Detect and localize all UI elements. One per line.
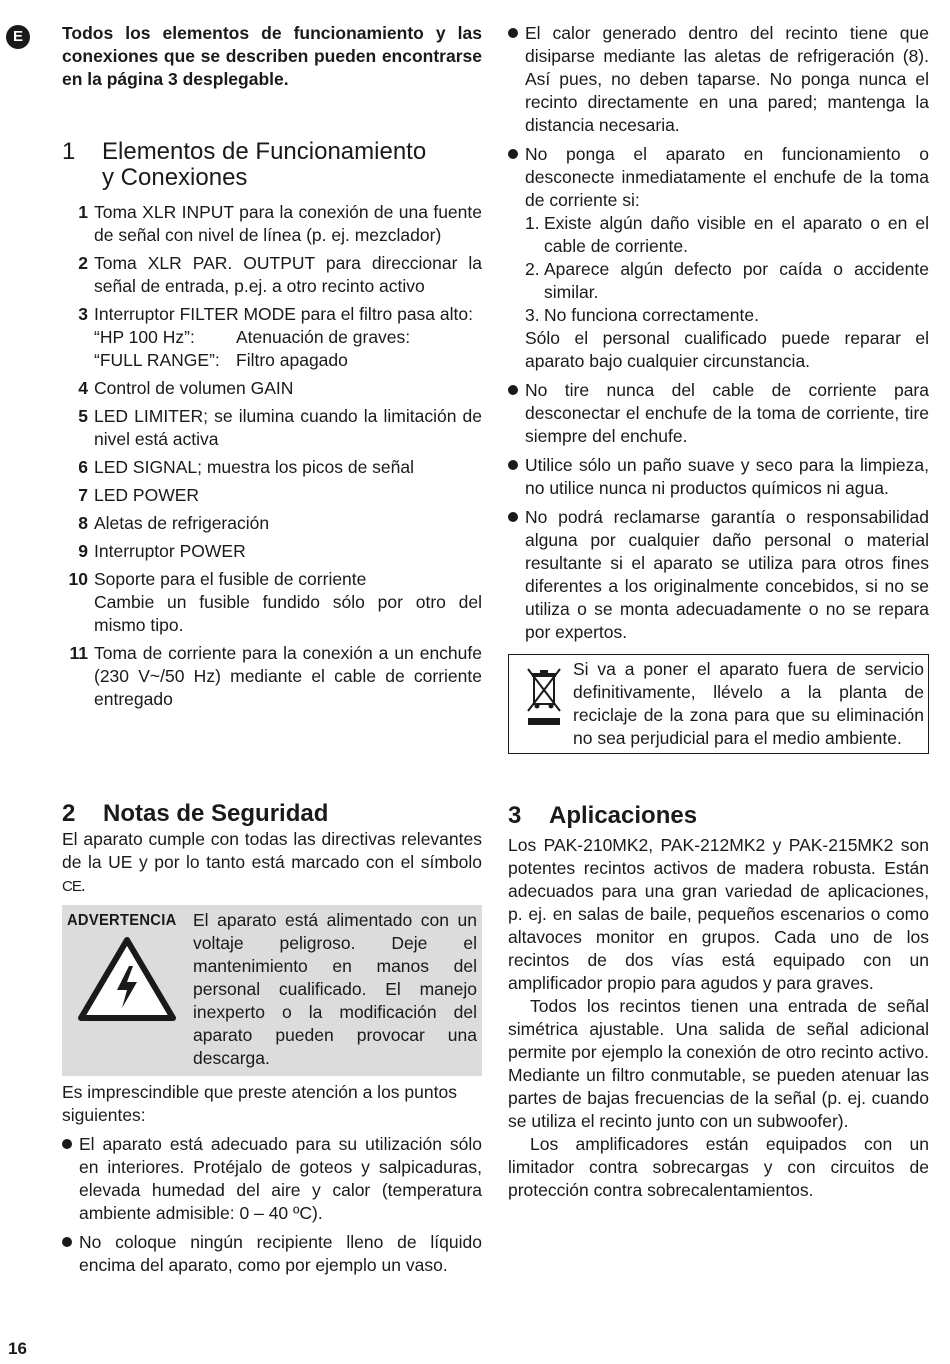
applications-paragraph-1: Los PAK-210MK2, PAK-212MK2 y PAK-215MK2 son potentes recintos activos de madera robusta. Están adecuados para una gran variedad de aplicaciones, p. ej. en salas de baile, pequeños escenarios o como altavoces monitor en grupos. Cada uno de los recintos de dos vías está equipado con un amplificador propio para agudos y para graves.: [508, 835, 929, 993]
ce-mark-icon: CE: [62, 878, 81, 895]
item-main-text: Toma XLR INPUT para la conexión de una fuente de señal con nivel de línea (p. ej. mezclador): [94, 202, 482, 245]
item-number: 9: [78, 541, 88, 561]
item-text: [94, 484, 482, 507]
section-number: 2: [62, 800, 76, 827]
condition-item: [525, 212, 929, 258]
option-value: Filtro apagado: [236, 350, 348, 370]
filter-option-row: [94, 349, 482, 372]
bullet-text: Utilice sólo un paño suave y seco para la limpieza, no utilice nunca ni productos químicos ni agua.: [525, 455, 929, 498]
bullet-text: El aparato está adecuado para su utilización sólo en interiores. Protéjalo de goteos y salpicaduras, elevada humedad del aire y calor (temperatura ambiente admisible: 0 – 40 ºC).: [79, 1134, 482, 1223]
section-operating-elements: [62, 139, 482, 716]
item-main-text: LED POWER: [94, 485, 200, 505]
option-key: “HP 100 Hz”:: [94, 327, 195, 347]
safety-intro-text: El aparato cumple con todas las directivas relevantes de la UE y por lo tanto está marcado con el símbolo: [62, 829, 482, 872]
language-badge: E: [6, 25, 30, 49]
condition-number: 3.: [525, 305, 540, 325]
list-item: [508, 379, 929, 448]
list-item: [62, 405, 482, 451]
intro-text: Todos los elementos de funcionamiento y las conexiones que se describen pueden encontrarse en la página 3 desplegable.: [62, 23, 482, 89]
bullet-icon: [508, 379, 525, 448]
bullet-main-text: No ponga el aparato en funcionamiento o desconecte inmediatamente el enchufe de la toma de corriente si:: [525, 144, 929, 210]
list-item: [62, 540, 482, 563]
conditions-list: [525, 212, 929, 327]
condition-item: [525, 304, 929, 327]
list-item: [62, 484, 482, 507]
safety-intro: El aparato cumple con todas las directivas relevantes de la UE y por lo tanto está marcado con el símbolo CE.: [62, 829, 482, 895]
recycling-notice: [508, 654, 929, 754]
bullet-text: No podrá reclamarse garantía o responsabilidad alguna por cualquier daño personal o material resultante si el aparato se utiliza para otros fines diferentes a los originalmente concebidos, si no se utiliza o se monta adecuadamente o no se repara por expertos.: [525, 507, 929, 642]
bullet-icon: [62, 1231, 79, 1277]
item-number: 3: [78, 304, 88, 324]
option-key: “FULL RANGE”:: [94, 350, 220, 370]
item-text: [94, 303, 482, 372]
condition-text: Existe algún daño visible en el aparato o en el cable de corriente.: [544, 213, 929, 256]
bullet-icon: [508, 454, 525, 500]
elements-list: [62, 201, 482, 711]
bullet-icon: [508, 22, 525, 137]
electric-hazard-icon: [77, 936, 177, 1022]
list-item: [62, 1133, 482, 1225]
bullet-icon: [508, 143, 525, 373]
item-number: 7: [78, 485, 88, 505]
bullet-text: No coloque ningún recipiente lleno de líquido encima del aparato, como por ejemplo un vaso.: [79, 1232, 482, 1275]
list-item: [508, 143, 929, 373]
condition-text: Aparece algún defecto por caída o accidente similar.: [544, 259, 929, 302]
item-number: 2: [78, 253, 88, 273]
item-main-text: Interruptor POWER: [94, 541, 246, 561]
warning-text: El aparato está alimentado con un voltaje peligroso. Deje el mantenimiento en manos del personal cualificado. El manejo inexperto o la modificación del aparato pueden provocar una descarga.: [193, 910, 477, 1068]
list-item: [62, 377, 482, 400]
bullet-text: El calor generado dentro del recinto tiene que disiparse mediante las aletas de refrigeración (8). Así pues, no deben taparse. No ponga nunca el recinto directamente en una pared; mantenga la distancia necesaria.: [525, 23, 929, 135]
applications-paragraph-3: Los amplificadores están equipados con un limitador contra sobrecargas y con circuitos de protección contra sobrecalentamientos.: [508, 1134, 929, 1200]
item-main-text: LED LIMITER; se ilumina cuando la limitación de nivel está activa: [94, 406, 482, 449]
applications-paragraph-2: Todos los recintos tienen una entrada de señal simétrica ajustable. Una salida de señal adicional permite por ejemplo la conexión de otro recinto activo. Mediante un filtro conmutable, se pueden atenuar las partes de bajas frecuencias de la señal (p. ej. cuando se utiliza el recinto junto con un subwoofer).: [508, 996, 929, 1131]
item-main-text: Aletas de refrigeración: [94, 513, 270, 533]
item-text: [94, 377, 482, 400]
item-number: 8: [78, 513, 88, 533]
item-main-text: Toma de corriente para la conexión a un enchufe (230 V~/50 Hz) mediante el cable de corriente entregado: [94, 643, 482, 709]
bullet-icon: [62, 1133, 79, 1225]
list-item: [62, 201, 482, 247]
recycling-text: Si va a poner el aparato fuera de servicio definitivamente, llévelo a la planta de reciclaje de la zona para que su eliminación no sea perjudicial para el medio ambiente.: [573, 659, 924, 748]
list-item: [62, 303, 482, 372]
warning-label: ADVERTENCIA: [67, 912, 177, 929]
item-number: 5: [78, 406, 88, 426]
item-number: 11: [69, 643, 88, 663]
item-extra-text: Cambie un fusible fundido sólo por otro del mismo tipo.: [94, 592, 482, 635]
section-number: 1: [62, 138, 76, 165]
item-text: [94, 512, 482, 535]
section-1-heading: [62, 139, 482, 191]
filter-option-row: [94, 326, 482, 349]
item-main-text: LED SIGNAL; muestra los picos de señal: [94, 457, 415, 477]
safety-bullets-right: [508, 22, 929, 644]
section-title: Aplicaciones: [549, 802, 698, 829]
list-item: [508, 454, 929, 500]
condition-item: [525, 258, 929, 304]
section-title: Notas de Seguridad: [103, 800, 329, 827]
weee-bin-graphic: [524, 666, 564, 728]
bullet-text: [525, 143, 929, 373]
item-text: [94, 201, 482, 247]
safety-bullets-left: [62, 1133, 482, 1277]
list-item: [62, 456, 482, 479]
list-item: [62, 568, 482, 637]
item-main-text: Control de volumen GAIN: [94, 378, 294, 398]
item-text: [94, 252, 482, 298]
bullet-text: No tire nunca del cable de corriente para desconectar el enchufe de la toma de corriente, tire siempre del enchufe.: [525, 380, 929, 446]
section-title-line1: Elementos de Funcionamiento: [102, 138, 427, 165]
item-text: [94, 642, 482, 711]
warning-box: [62, 905, 482, 1076]
list-item: [62, 1231, 482, 1277]
item-text: [94, 405, 482, 451]
item-main-text: Soporte para el fusible de corriente: [94, 569, 367, 589]
item-number: 10: [68, 569, 88, 589]
section-3-heading: [508, 802, 929, 830]
item-text: [94, 456, 482, 479]
bullet-icon: [508, 506, 525, 644]
section-safety-notes: [62, 800, 482, 1283]
list-item: [508, 22, 929, 137]
section-title: [102, 139, 426, 191]
item-number: 1: [78, 202, 88, 222]
item-number: 6: [78, 457, 88, 477]
condition-text: No funciona correctamente.: [544, 305, 759, 325]
warning-left: [67, 909, 193, 1070]
list-item: [62, 512, 482, 535]
bullet-after-text: Sólo el personal cualificado puede reparar el aparato bajo cualquier circunstancia.: [525, 328, 929, 371]
section-2-heading: [62, 800, 482, 828]
item-text: [94, 568, 482, 637]
item-text: [94, 540, 482, 563]
attention-text: Es imprescindible que preste atención a los puntos siguientes:: [62, 1082, 457, 1125]
condition-number: 2.: [525, 259, 540, 279]
item-main-text: Toma XLR PAR. OUTPUT para direccionar la señal de entrada, p.ej. a otro recinto activo: [94, 253, 482, 296]
list-item: [62, 252, 482, 298]
item-number: 4: [78, 378, 88, 398]
safety-bullets-right-column: [508, 22, 929, 1202]
page-number: 16: [8, 1339, 27, 1358]
list-item: [62, 642, 482, 711]
section-title-line2: y Conexiones: [102, 164, 248, 191]
option-value: Atenuación de graves:: [236, 327, 411, 347]
list-item: [508, 506, 929, 644]
condition-number: 1.: [525, 213, 540, 233]
weee-bin-icon: [515, 658, 573, 750]
item-main-text: Interruptor FILTER MODE para el filtro pasa alto:: [94, 304, 473, 324]
section-number: 3: [508, 802, 522, 829]
